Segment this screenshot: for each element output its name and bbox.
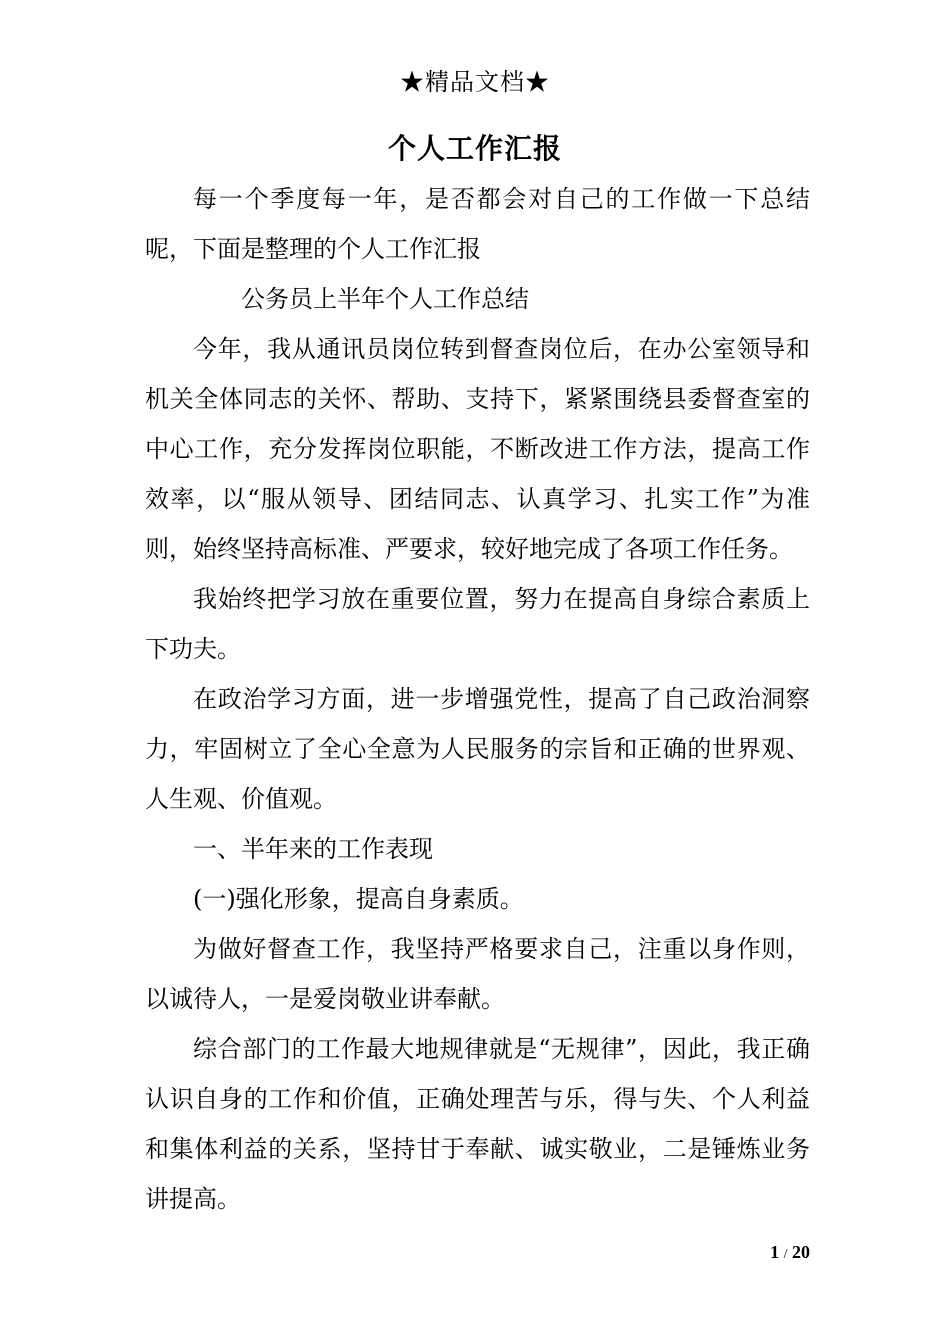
section-subtitle: 公务员上半年个人工作总结 [241, 285, 529, 313]
document-body [145, 174, 810, 1224]
subsection-heading: (一)强化形象，提高自身素质。 [193, 885, 524, 913]
body-paragraph: 我始终把学习放在重要位置，努力在提高自身综合素质上下功夫。 [145, 585, 810, 663]
page-number-total: 20 [792, 1242, 810, 1262]
page-number-current: 1 [770, 1242, 780, 1262]
page-number [700, 1240, 810, 1267]
body-paragraph: 综合部门的工作最大地规律就是“无规律”，因此，我正确认识自身的工作和价值，正确处理苦与乐，得与失、个人利益和集体利益的关系，坚持甘于奉献、诚实敬业，二是锤炼业务讲提高。 [145, 1035, 810, 1213]
body-paragraph: 在政治学习方面，进一步增强党性，提高了自己政治洞察力，牢固树立了全心全意为人民服务的宗旨和正确的世界观、人生观、价值观。 [145, 685, 810, 813]
page-header-banner: ★精品文档★ [400, 68, 550, 96]
section-heading: 一、半年来的工作表现 [193, 835, 433, 863]
body-paragraph: 为做好督查工作，我坚持严格要求自己，注重以身作则，以诚待人，一是爱岗敬业讲奉献。 [145, 935, 810, 1013]
document-title: 个人工作汇报 [387, 132, 562, 165]
body-paragraph-intro: 每一个季度每一年，是否都会对自己的工作做一下总结呢，下面是整理的个人工作汇报 [145, 185, 810, 263]
page-number-separator: / [783, 1247, 788, 1262]
body-paragraph: 今年，我从通讯员岗位转到督查岗位后，在办公室领导和机关全体同志的关怀、帮助、支持下，紧紧围绕县委督查室的中心工作，充分发挥岗位职能，不断改进工作方法，提高工作效率，以“服从领导、团结同志、认真学习、扎实工作”为准则，始终坚持高标准、严要求，较好地完成了各项工作任务。 [145, 335, 810, 563]
